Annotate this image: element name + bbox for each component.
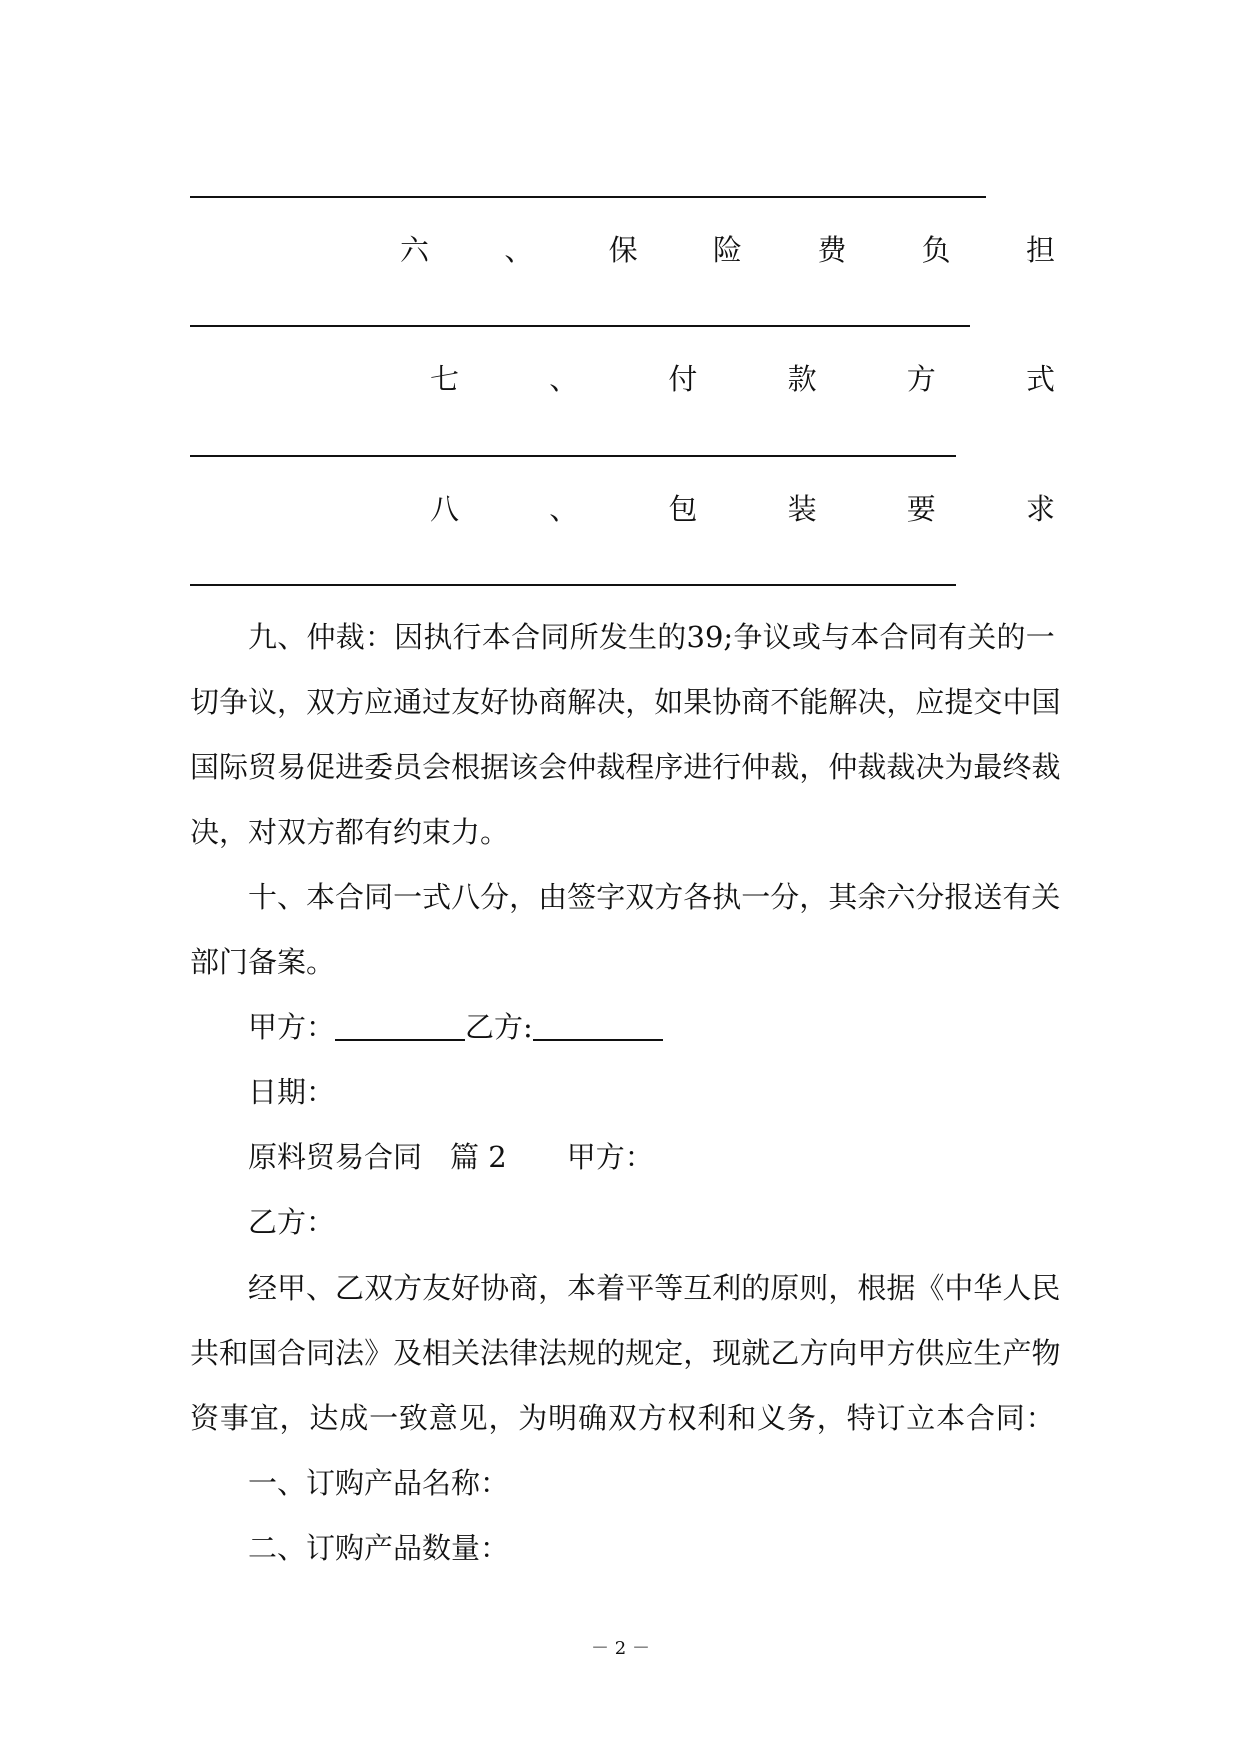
text-char: 程: [625, 750, 655, 784]
text-char: ，: [886, 685, 916, 719]
contract-2-intro-line-1: [248, 1266, 1061, 1310]
contract-2-header: [248, 1135, 1055, 1179]
text-char: 付: [668, 361, 698, 396]
text-char: 法: [335, 1336, 365, 1370]
text-char: 根: [451, 750, 481, 784]
text-char: 产: [1002, 1336, 1032, 1370]
text-char: 着: [596, 1271, 626, 1305]
text-char: 事: [219, 1401, 249, 1435]
text-char: 向: [828, 1336, 858, 1370]
text-char: 款: [787, 361, 817, 396]
text-char: 为: [944, 750, 974, 784]
text-char: 交: [973, 685, 1003, 719]
text-char: ，: [683, 1336, 713, 1370]
contract-2-party-b: 乙方：: [248, 1205, 336, 1239]
text-char: 本: [567, 1271, 597, 1305]
text-char: 负: [921, 232, 951, 267]
party-a-signature-blank: [335, 1009, 465, 1041]
arbitration-line-3: [190, 745, 1061, 789]
text-char: 提: [944, 685, 974, 719]
text-char: 裁: [886, 750, 916, 784]
contract-2-intro-line-2: [190, 1331, 1061, 1375]
text-char: 字: [596, 880, 626, 914]
text-char: 仲: [567, 750, 597, 784]
text-char: 《: [915, 1271, 945, 1305]
text-char: 成: [339, 1401, 369, 1435]
text-char: 六: [886, 880, 916, 914]
contract-2-item-2: 二、订购产品数量：: [248, 1531, 510, 1565]
text-char: 本: [936, 1401, 966, 1435]
text-char: 甲: [857, 1336, 887, 1370]
text-char: 义: [757, 1401, 787, 1435]
text-char: 同: [364, 880, 394, 914]
text-char: 利: [697, 1401, 727, 1435]
text-char: 或: [791, 620, 821, 654]
text-char: 确: [577, 1401, 607, 1435]
text-char: 则: [799, 1271, 829, 1305]
text-char: 国: [1031, 685, 1061, 719]
text-char: 据: [480, 750, 510, 784]
text-char: 裁: [1031, 750, 1061, 784]
text-char: 裁: [770, 750, 800, 784]
text-char: 分: [480, 880, 510, 914]
text-char: 贸: [248, 750, 278, 784]
text-char: 终: [1002, 750, 1032, 784]
text-char: ，: [625, 685, 655, 719]
text-char: 、: [277, 620, 307, 654]
text-char: 特: [846, 1401, 876, 1435]
contract-2-item-1: 一、订购产品名称：: [248, 1466, 510, 1500]
text-char: 六: [400, 232, 430, 267]
text-char: 同: [908, 620, 938, 654]
text-char: 分: [915, 880, 945, 914]
text-char: 方: [335, 685, 365, 719]
text-char: 争: [733, 620, 763, 654]
text-char: 如: [654, 685, 684, 719]
text-char: 同: [306, 1336, 336, 1370]
text-char: 民: [1031, 1271, 1061, 1305]
text-char: 通: [393, 685, 423, 719]
text-char: 保: [608, 232, 638, 267]
text-char: 行: [452, 620, 482, 654]
text-char: 不: [770, 685, 800, 719]
text-char: 因: [394, 620, 424, 654]
text-char: 订: [876, 1401, 906, 1435]
text-char: 发: [598, 620, 628, 654]
text-char: 物: [1031, 1336, 1061, 1370]
text-char: 等: [654, 1271, 684, 1305]
text-char: 分: [770, 880, 800, 914]
text-char: 协: [480, 1271, 510, 1305]
text-char: 仲: [828, 750, 858, 784]
text-char: 合: [879, 620, 909, 654]
text-char: 39;: [686, 620, 734, 654]
text-char: 仲: [306, 620, 336, 654]
text-char: 现: [712, 1336, 742, 1370]
text-char: 中: [944, 1271, 974, 1305]
text-char: 关: [1031, 880, 1061, 914]
text-char: 致: [398, 1401, 428, 1435]
text-char: 生: [628, 620, 658, 654]
text-char: 为: [518, 1401, 548, 1435]
text-char: 》: [364, 1336, 394, 1370]
text-char: 双: [607, 1401, 637, 1435]
text-char: 决: [857, 685, 887, 719]
text-char: 一: [369, 1401, 399, 1435]
text-char: 仲: [741, 750, 771, 784]
text-char: 本: [481, 620, 511, 654]
text-char: 易: [277, 750, 307, 784]
text-char: 果: [683, 685, 713, 719]
text-char: 余: [857, 880, 887, 914]
text-char: 裁: [857, 750, 887, 784]
text-char: 的: [996, 620, 1026, 654]
text-char: 一: [393, 880, 423, 914]
blank-line-6: [190, 325, 970, 327]
text-char: 宜: [249, 1401, 279, 1435]
text-char: 同: [540, 620, 570, 654]
text-char: 好: [480, 685, 510, 719]
text-char: ，: [799, 750, 829, 784]
text-char: ，: [279, 1401, 309, 1435]
text-char: 友: [422, 1271, 452, 1305]
contract-2-intro-line-3: [190, 1396, 1055, 1440]
text-char: 乙: [335, 1271, 365, 1305]
text-char: 好: [451, 1271, 481, 1305]
text-char: 应: [364, 685, 394, 719]
text-char: 议: [248, 685, 278, 719]
text-char: 协: [712, 685, 742, 719]
text-char: 与: [821, 620, 851, 654]
text-char: 装: [787, 491, 817, 526]
text-char: 切: [190, 685, 220, 719]
contract-2-party-a: 甲方：: [566, 1140, 654, 1174]
text-char: 方: [654, 880, 684, 914]
text-char: 裁: [596, 750, 626, 784]
text-char: 员: [393, 750, 423, 784]
text-char: 双: [625, 880, 655, 914]
text-char: 互: [683, 1271, 713, 1305]
text-char: 法: [480, 1336, 510, 1370]
text-char: 求: [1025, 491, 1055, 526]
text-char: 国: [190, 750, 220, 784]
text-char: 、: [277, 880, 307, 914]
text-char: ，: [509, 880, 539, 914]
text-char: 方: [886, 1336, 916, 1370]
text-char: 争: [219, 685, 249, 719]
text-char: 签: [567, 880, 597, 914]
text-char: ：: [364, 620, 394, 654]
text-char: 经: [248, 1271, 278, 1305]
text-char: 资: [190, 1401, 220, 1435]
text-char: 式: [422, 880, 452, 914]
text-char: 所: [569, 620, 599, 654]
text-char: 平: [625, 1271, 655, 1305]
clause-eight-heading: [430, 485, 1055, 529]
text-char: ，: [488, 1401, 518, 1435]
text-char: 律: [509, 1336, 539, 1370]
text-char: 议: [762, 620, 792, 654]
text-char: 进: [335, 750, 365, 784]
text-char: 法: [538, 1336, 568, 1370]
text-char: 其: [828, 880, 858, 914]
text-char: 华: [973, 1271, 1003, 1305]
text-char: 八: [451, 880, 481, 914]
date-label: 日期：: [248, 1075, 336, 1109]
text-char: 裁: [335, 620, 365, 654]
text-char: 关: [967, 620, 997, 654]
text-char: 执: [423, 620, 453, 654]
text-char: ，: [538, 1271, 568, 1305]
text-char: 要: [906, 491, 936, 526]
text-char: 方: [637, 1401, 667, 1435]
page-number: － 2 －: [591, 1638, 650, 1659]
arbitration-line-1: [248, 615, 1055, 659]
text-char: 务: [786, 1401, 816, 1435]
text-char: 共: [190, 1336, 220, 1370]
text-char: 中: [1002, 685, 1032, 719]
text-char: 利: [712, 1271, 742, 1305]
text-char: 合: [965, 1401, 995, 1435]
text-char: 供: [915, 1336, 945, 1370]
clause-six-heading: [400, 226, 1055, 270]
text-char: 本: [850, 620, 880, 654]
text-char: 、: [549, 361, 579, 396]
text-char: ，: [799, 880, 829, 914]
text-char: 应: [915, 685, 945, 719]
text-char: 生: [973, 1336, 1003, 1370]
text-char: ，: [277, 685, 307, 719]
blank-line-7: [190, 455, 956, 457]
text-char: 规: [625, 1336, 655, 1370]
text-char: 行: [712, 750, 742, 784]
text-char: 解: [567, 685, 597, 719]
text-char: 应: [944, 1336, 974, 1370]
copies-line-2: 部门备案。: [190, 945, 336, 979]
text-char: ，: [828, 1271, 858, 1305]
text-char: 七: [430, 361, 460, 396]
text-char: 合: [277, 1336, 307, 1370]
text-char: 式: [1025, 361, 1055, 396]
arbitration-line-4: 决，对双方都有约束力。: [190, 815, 510, 849]
text-char: 合: [335, 880, 365, 914]
text-char: 委: [364, 750, 394, 784]
text-char: 际: [219, 750, 249, 784]
text-char: 就: [741, 1336, 771, 1370]
text-char: 一: [741, 880, 771, 914]
clause-seven-heading: [430, 355, 1055, 399]
blank-line-8: [190, 584, 956, 586]
text-char: 费: [817, 232, 847, 267]
text-char: 双: [364, 1271, 394, 1305]
text-char: 定: [654, 1336, 684, 1370]
text-char: 国: [248, 1336, 278, 1370]
text-char: 包: [668, 491, 698, 526]
text-char: 会: [538, 750, 568, 784]
text-char: 双: [306, 685, 336, 719]
text-char: 明: [548, 1401, 578, 1435]
text-char: 的: [741, 1271, 771, 1305]
text-char: 方: [799, 1336, 829, 1370]
contract-2-title: 原料贸易合同: [248, 1140, 423, 1174]
text-char: 原: [770, 1271, 800, 1305]
text-char: 方: [906, 361, 936, 396]
text-char: 一: [1025, 620, 1055, 654]
text-char: 商: [509, 1271, 539, 1305]
text-char: 协: [509, 685, 539, 719]
text-char: 、: [549, 491, 579, 526]
text-char: 意: [428, 1401, 458, 1435]
text-char: 乙: [770, 1336, 800, 1370]
text-char: 的: [596, 1336, 626, 1370]
text-char: 相: [422, 1336, 452, 1370]
text-char: ，: [816, 1401, 846, 1435]
text-char: 、: [504, 232, 534, 267]
party-a-label: 甲方：: [248, 1010, 336, 1044]
text-char: 最: [973, 750, 1003, 784]
text-char: 及: [393, 1336, 423, 1370]
contract-2-part: 篇 2: [450, 1140, 507, 1174]
text-char: 方: [393, 1271, 423, 1305]
text-char: 甲: [277, 1271, 307, 1305]
text-char: 本: [306, 880, 336, 914]
text-char: 解: [828, 685, 858, 719]
copies-line-1: [248, 875, 1061, 919]
text-char: 商: [741, 685, 771, 719]
party-b-signature-blank: [533, 1009, 663, 1041]
text-char: 决: [915, 750, 945, 784]
text-char: 和: [727, 1401, 757, 1435]
text-char: 商: [538, 685, 568, 719]
text-char: 该: [509, 750, 539, 784]
text-char: 担: [1025, 232, 1055, 267]
text-char: 见: [458, 1401, 488, 1435]
text-char: 促: [306, 750, 336, 784]
signature-line: [248, 1005, 1055, 1049]
text-char: 有: [1002, 880, 1032, 914]
text-char: 十: [248, 880, 278, 914]
text-char: 各: [683, 880, 713, 914]
text-char: 达: [309, 1401, 339, 1435]
text-char: 合: [511, 620, 541, 654]
text-char: 、: [306, 1271, 336, 1305]
blank-line-5: [190, 196, 986, 198]
text-char: 报: [944, 880, 974, 914]
text-char: 九: [248, 620, 278, 654]
text-char: 八: [430, 491, 460, 526]
text-char: 送: [973, 880, 1003, 914]
text-char: 险: [712, 232, 742, 267]
text-char: ：: [1025, 1401, 1055, 1435]
text-char: 规: [567, 1336, 597, 1370]
text-char: 有: [938, 620, 968, 654]
text-char: 会: [422, 750, 452, 784]
text-char: 立: [906, 1401, 936, 1435]
text-char: 的: [657, 620, 687, 654]
text-char: 根: [857, 1271, 887, 1305]
text-char: 和: [219, 1336, 249, 1370]
text-char: 进: [683, 750, 713, 784]
arbitration-line-2: [190, 680, 1061, 724]
text-char: 同: [995, 1401, 1025, 1435]
text-char: 决: [596, 685, 626, 719]
text-char: 执: [712, 880, 742, 914]
text-char: 权: [667, 1401, 697, 1435]
text-char: 序: [654, 750, 684, 784]
party-b-label: 乙方:: [465, 1010, 533, 1044]
text-char: 能: [799, 685, 829, 719]
text-char: 过: [422, 685, 452, 719]
text-char: 关: [451, 1336, 481, 1370]
text-char: 友: [451, 685, 481, 719]
text-char: 人: [1002, 1271, 1032, 1305]
text-char: 据: [886, 1271, 916, 1305]
text-char: 由: [538, 880, 568, 914]
